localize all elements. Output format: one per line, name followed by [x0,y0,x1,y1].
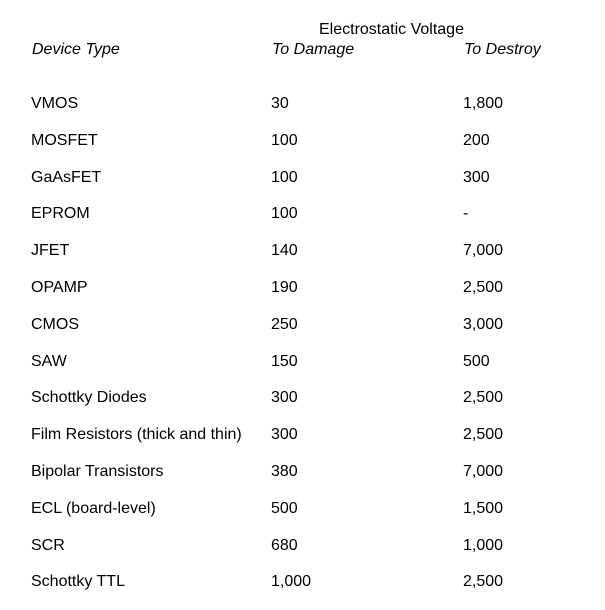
destroy-voltage-cell: 500 [463,352,490,370]
column-header-to-destroy: To Destroy [464,41,541,58]
device-type-cell: GaAsFET [31,168,102,186]
damage-voltage-cell: 100 [271,205,298,223]
destroy-voltage-cell: - [463,205,469,223]
device-type-cell: VMOS [31,95,79,112]
destroy-voltage-cell: 2,500 [463,426,504,444]
table-row [0,389,605,426]
destroy-voltage-cell: 1,000 [463,536,504,554]
destroy-voltage-cell: 3,000 [463,315,504,333]
column-header-to-damage: To Damage [272,41,355,58]
destroy-voltage-cell: 7,000 [463,242,504,260]
device-type-cell: OPAMP [31,278,88,296]
table-row [0,500,605,537]
table-row [0,316,605,353]
device-type-cell: JFET [31,242,70,260]
table-row [0,463,605,500]
damage-voltage-cell: 380 [271,462,298,480]
destroy-voltage-cell: 1,500 [463,499,504,517]
device-type-cell: CMOS [31,315,79,333]
device-type-cell: Schottky Diodes [31,389,147,407]
device-type-cell: SAW [31,352,67,370]
damage-voltage-cell: 680 [271,536,298,554]
table-row [0,279,605,316]
device-type-cell: Schottky TTL [31,573,125,591]
damage-voltage-cell: 30 [271,95,289,112]
table-row [0,95,605,132]
device-type-cell: Film Resistors (thick and thin) [31,426,242,444]
destroy-voltage-cell: 300 [463,168,490,186]
table-row [0,205,605,242]
table-row [0,132,605,169]
device-type-cell: ECL (board-level) [31,499,156,517]
table-row [0,242,605,279]
destroy-voltage-cell: 2,500 [463,573,504,591]
destroy-voltage-cell: 2,500 [463,389,504,407]
device-type-cell: SCR [31,536,65,554]
table-row [0,537,605,574]
table-body [0,95,605,610]
damage-voltage-cell: 190 [271,278,298,296]
device-type-cell: MOSFET [31,131,98,149]
damage-voltage-cell: 100 [271,131,298,149]
table-row [0,169,605,206]
damage-voltage-cell: 100 [271,168,298,186]
damage-voltage-cell: 500 [271,499,298,517]
damage-voltage-cell: 150 [271,352,298,370]
device-type-cell: Bipolar Transistors [31,462,164,480]
column-header-device-type: Device Type [32,41,120,58]
group-header: Electrostatic Voltage [319,21,464,38]
destroy-voltage-cell: 1,800 [463,95,504,112]
table-row [0,353,605,390]
table-row [0,573,605,610]
table-row [0,426,605,463]
damage-voltage-cell: 300 [271,389,298,407]
destroy-voltage-cell: 200 [463,131,490,149]
damage-voltage-cell: 1,000 [271,573,312,591]
destroy-voltage-cell: 7,000 [463,462,504,480]
destroy-voltage-cell: 2,500 [463,278,504,296]
damage-voltage-cell: 140 [271,242,298,260]
damage-voltage-cell: 300 [271,426,298,444]
damage-voltage-cell: 250 [271,315,298,333]
device-type-cell: EPROM [31,205,90,223]
